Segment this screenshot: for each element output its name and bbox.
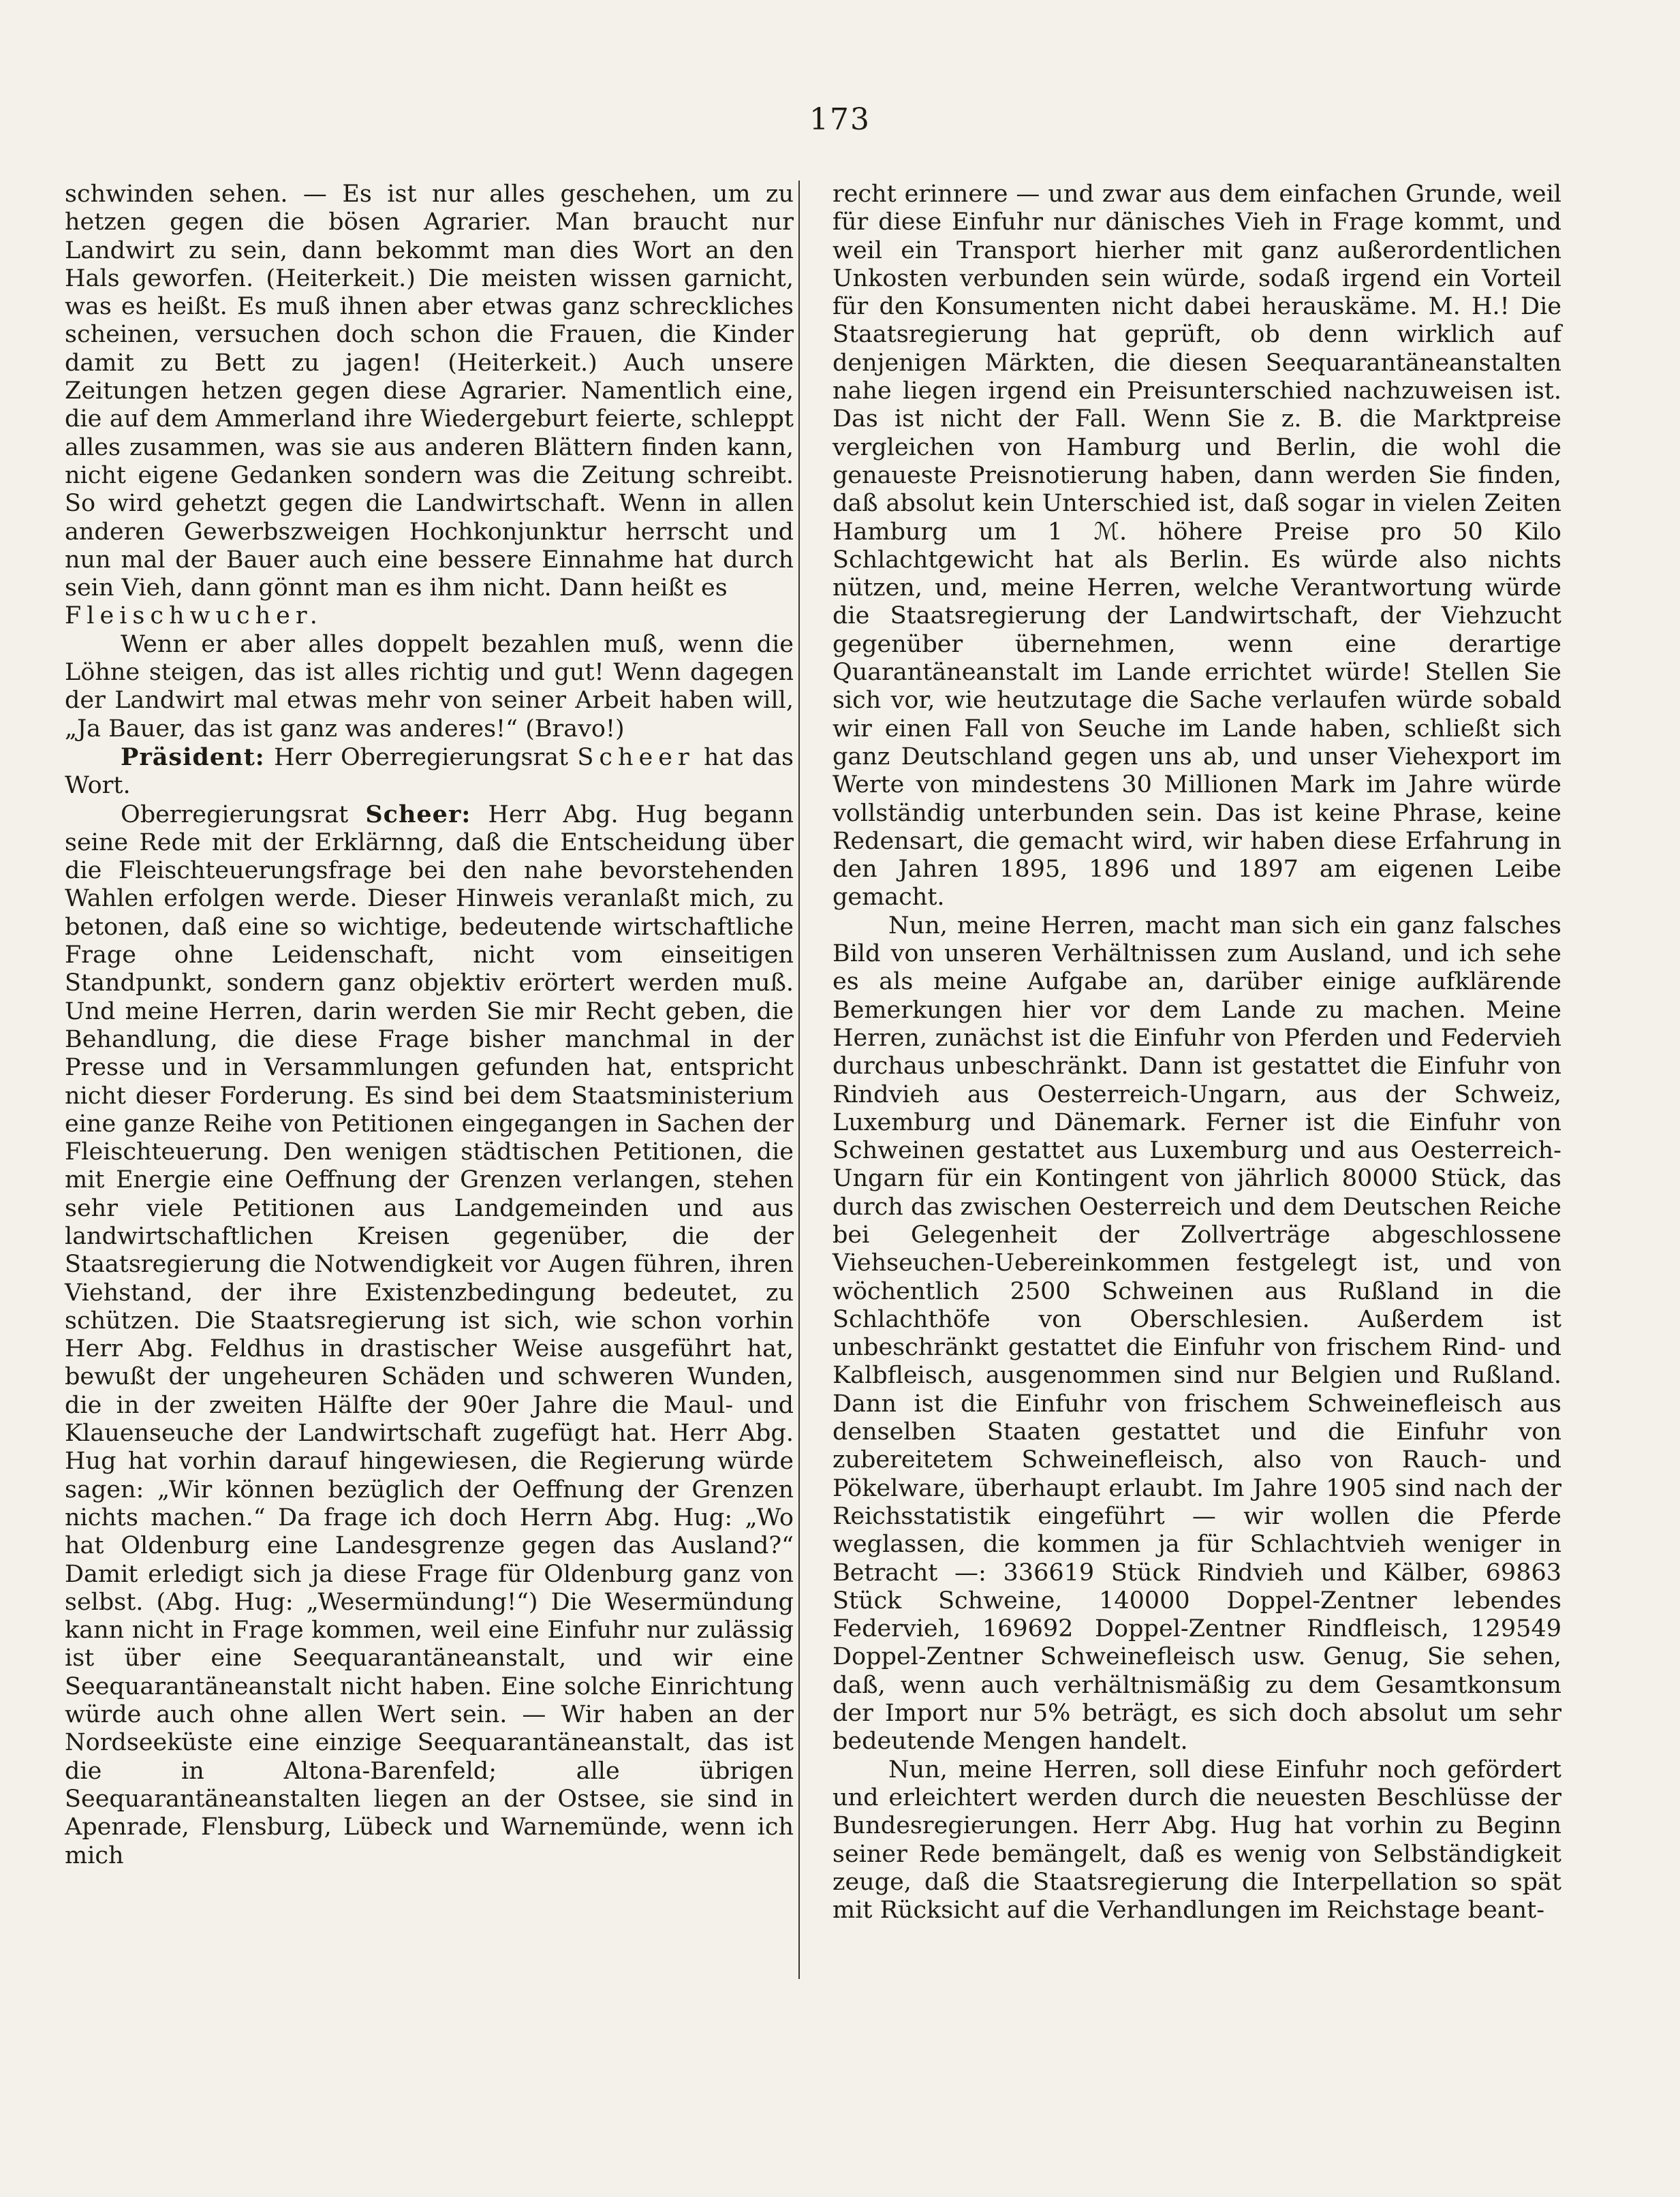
column-divider	[798, 181, 800, 1979]
paragraph: Nun, meine Herren, macht man sich ein ganz falsches Bild von unseren Verhältnissen zum Ausland, und ich sehe es als meine Aufgabe an, darüber einige aufklärende Bemerkungen hier vor dem Lande zu machen. Meine Herren, zunächst ist die Einfuhr von Pferden und Federvieh durchaus unbeschränkt. Dann ist gestattet die Einfuhr von Rindvieh aus Oesterreich-Ungarn, aus der Schweiz, Luxemburg und Dänemark. Ferner ist die Einfuhr von Schweinen gestattet aus Luxemburg und aus Oesterreich-Ungarn für ein Kontingent von jährlich 80000 Stück, das durch das zwischen Oesterreich und dem Deutschen Reiche bei Gelegenheit der Zollverträge abgeschlossene Viehseuchen-Uebereinkommen festgelegt ist, und von wöchentlich 2500 Schweinen aus Rußland in die Schlachthöfe von Oberschlesien. Außerdem ist unbeschränkt gestattet die Einfuhr von frischem Rind- und Kalbfleisch, ausgenommen sind nur Belgien und Rußland. Dann ist die Einfuhr von frischem Schweinefleisch aus denselben Staaten gestattet und die Einfuhr von zubereitetem Schweinefleisch, also von Rauch- und Pökelware, überhaupt erlaubt. Im Jahre 1905 sind nach der Reichsstatistik eingeführt — wir wollen die Pferde weglassen, die kommen ja für Schlachtvieh weniger in Betracht —: 336619 Stück Rindvieh und Kälber, 69863 Stück Schweine, 140000 Doppel-Zentner lebendes Federvieh, 169692 Doppel-Zentner Rindfleisch, 129549 Doppel-Zentner Schweinefleisch usw. Genug, Sie sehen, daß, wenn auch verhältnismäßig zu dem Gesamtkonsum der Import nur 5% beträgt, es sich doch absolut um sehr bedeutende Mengen handelt.	[833, 911, 1561, 1756]
paragraph: Nun, meine Herren, soll diese Einfuhr noch gefördert und erleichtert werden durch die neuesten Beschlüsse der Bundesregierungen. Herr Abg. Hug hat vorhin zu Beginn seiner Rede bemängelt, daß es wenig von Selbständigkeit zeuge, daß die Staatsregierung die Interpellation so spät mit Rücksicht auf die Verhandlungen im Reichstage beant-	[833, 1756, 1561, 1925]
paragraph: Wenn er aber alles doppelt bezahlen muß, wenn die Löhne steigen, das ist alles richtig und gut! Wenn dagegen der Landwirt mal etwas mehr von seiner Arbeit haben will, „Ja Bauer, das ist ganz was anderes!“ (Bravo!)	[65, 630, 794, 743]
page-number: 173	[809, 102, 871, 137]
paragraph-text: Herr Oberregierungsrat	[274, 743, 569, 771]
paragraph: recht erinnere — und zwar aus dem einfachen Grunde, weil für diese Einfuhr nur dänisches Vieh in Frage kommt, und weil ein Transport hierher mit ganz außerordentlichen Unkosten verbunden sein würde, sodaß irgend ein Vorteil für den Konsumenten nicht dabei herauskäme. M. H.! Die Staatsregierung hat geprüft, ob denn wirklich auf denjenigen Märkten, die diesen Seequarantäneanstalten nahe liegen irgend ein Preisunterschied nachzuweisen ist. Das ist nicht der Fall. Wenn Sie z. B. die Marktpreise vergleichen von Hamburg und Berlin, die wohl die genaueste Preisnotierung haben, dann werden Sie finden, daß absolut kein Unterschied ist, daß sogar in vielen Zeiten Hamburg um 1 ℳ. höhere Preise pro 50 Kilo Schlachtgewicht hat als Berlin. Es würde also nichts nützen, und, meine Herren, welche Verantwortung würde die Staatsregierung der Landwirtschaft, der Viehzucht gegenüber übernehmen, wenn eine derartige Quarantäneanstalt im Lande errichtet würde! Stellen Sie sich vor, wie heutzutage die Sache verlaufen würde sobald wir einen Fall von Seuche im Lande haben, schließt sich ganz Deutschland gegen uns ab, und unser Viehexport im Werte von mindestens 30 Millionen Mark im Jahre würde vollständig unterbunden sein. Das ist keine Phrase, keine Redensart, die gemacht wird, wir haben diese Erfahrung in den Jahren 1895, 1896 und 1897 am eigenen Leibe gemacht.	[833, 181, 1561, 911]
left-column	[65, 181, 794, 1870]
paragraph-end: Fleischwucher.	[65, 602, 323, 630]
paragraph-text: Herr Abg. Hug begann seine Rede mit der Erklärnng, daß die Entscheidung über die Fleischteuerungsfrage bei den nahe bevorstehenden Wahlen erfolgen werde. Dieser Hinweis veranlaßt mich, zu betonen, daß eine so wichtige, bedeutende wirtschaftliche Frage ohne Leidenschaft, nicht vom einseitigen Standpunkt, sondern ganz objektiv erörtert werden muß. Und meine Herren, darin werden Sie mir Recht geben, die Behandlung, die diese Frage bisher manchmal in der Presse und in Versammlungen gefunden hat, entspricht nicht dieser Forderung. Es sind bei dem Staatsministerium eine ganze Reihe von Petitionen eingegangen in Sachen der Fleischteuerung. Den wenigen städtischen Petitionen, die mit Energie eine Oeffnung der Grenzen verlangen, stehen sehr viele Petitionen aus Landgemeinden und aus landwirtschaftlichen Kreisen gegenüber, die der Staatsregierung die Notwendigkeit vor Augen führen, ihren Viehstand, der ihre Existenzbedingung bedeutet, zu schützen. Die Staatsregierung ist sich, wie schon vorhin Herr Abg. Feldhus in drastischer Weise ausgeführt hat, bewußt der ungeheuren Schäden und schweren Wunden, die in der zweiten Hälfte der 90er Jahre die Maul- und Klauenseuche der Landwirtschaft zugefügt hat. Herr Abg. Hug hat vorhin darauf hingewiesen, die Regierung würde sagen: „Wir können bezüglich der Oeffnung der Grenzen nichts machen.“ Da frage ich doch Herrn Abg. Hug: „Wo hat Oldenburg eine Landesgrenze gegen das Ausland?“ Damit erledigt sich ja diese Frage für Oldenburg ganz von selbst. (Abg. Hug: „Wesermündung!“) Die Wesermündung kann nicht in Frage kommen, weil eine Einfuhr nur zulässig ist über eine Seequarantäneanstalt, und wir eine Seequarantäneanstalt nicht haben. Eine solche Einrichtung würde auch ohne allen Wert sein. — Wir haben an der Nordseeküste eine einzige Seequarantäneanstalt, das ist die in Altona-Barenfeld; alle übrigen Seequarantäneanstalten liegen an der Ostsee, sie sind in Apenrade, Flensburg, Lübeck und Warnemünde, wenn ich mich	[65, 800, 794, 1869]
speech-paragraph	[65, 800, 794, 1870]
speaker-role: Oberregierungsrat	[121, 800, 349, 828]
paragraph: schwinden sehen. — Es ist nur alles geschehen, um zu hetzen gegen die bösen Agrarier. Man braucht nur Landwirt zu sein, dann bekommt man dies Wort an den Hals geworfen. (Heiterkeit.) Die meisten wissen garnicht, was es heißt. Es muß ihnen aber etwas ganz schreckliches scheinen, versuchen doch schon die Frauen, die Kinder damit zu Bett zu jagen! (Heiterkeit.) Auch unsere Zeitungen hetzen gegen diese Agrarier. Namentlich eine, die auf dem Ammerland ihre Wiedergeburt feierte, schleppt alles zusammen, was sie aus anderen Blättern finden kann, nicht eigene Gedanken sondern was die Zeitung schreibt. So wird gehetzt gegen die Landwirtschaft. Wenn in allen anderen Gewerbszweigen Hochkonjunktur herrscht und nun mal der Bauer auch eine bessere Einnahme hat durch sein Vieh, dann gönnt man es ihm nicht. Dann heißt es	[65, 181, 794, 602]
speaker-paragraph	[65, 743, 794, 800]
paragraph-text: hat das Wort.	[65, 743, 794, 800]
speaker-name: Scheer	[577, 743, 695, 771]
speaker-label: Präsident:	[121, 743, 265, 771]
right-column	[833, 181, 1561, 1925]
speaker-label: Scheer:	[365, 800, 471, 828]
